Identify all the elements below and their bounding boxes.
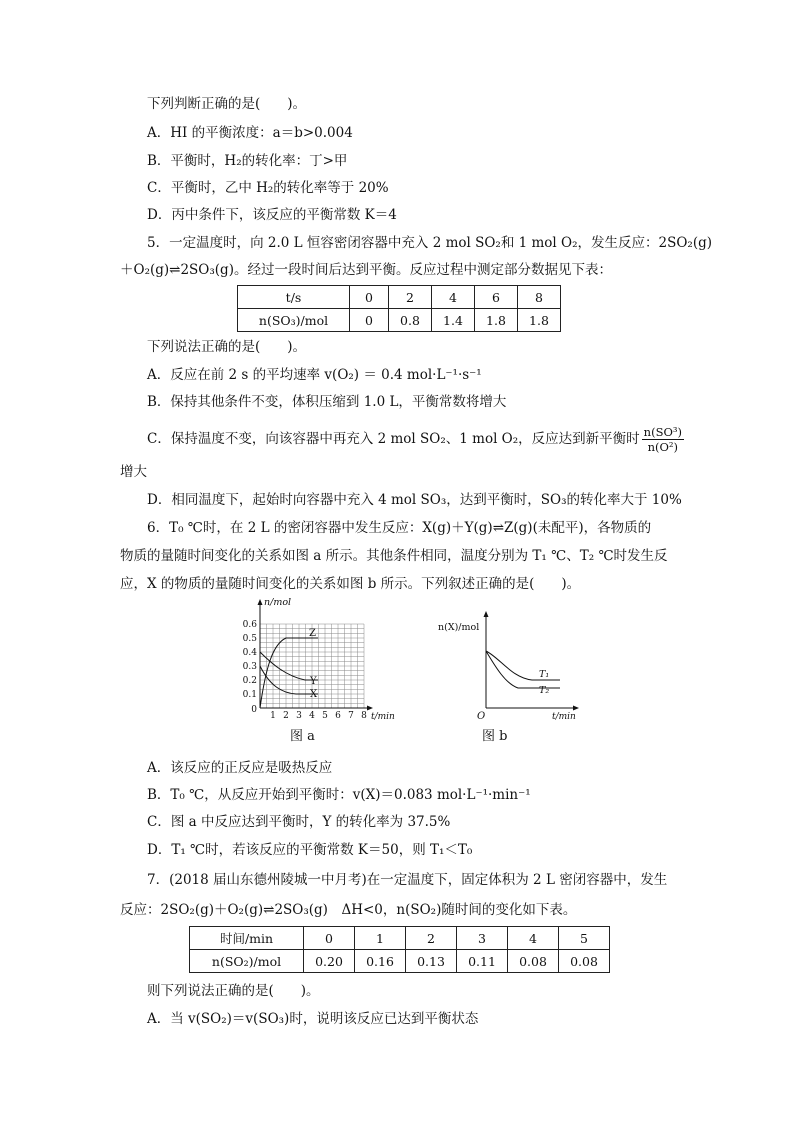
table-cell: n(SO₃)/mol bbox=[238, 309, 350, 332]
x-tick-label: 4 bbox=[309, 711, 315, 721]
table-row bbox=[190, 950, 610, 973]
table-cell: n(SO₂)/mol bbox=[190, 950, 304, 973]
q6-option-d: D．T₁ ℃时，若该反应的平衡常数 K＝50，则 T₁＜T₀ bbox=[147, 842, 473, 858]
table-cell: 2 bbox=[406, 927, 457, 950]
table-cell: 0 bbox=[350, 309, 389, 332]
x-tick-label: 7 bbox=[348, 711, 354, 721]
q5-option-b: B．保持其他条件不变，体积压缩到 1.0 L，平衡常数将增大 bbox=[147, 394, 507, 410]
x-tick-label: 2 bbox=[283, 711, 289, 721]
q7-option-a: A．当 v(SO₂)＝v(SO₃)时，说明该反应已达到平衡状态 bbox=[147, 1011, 479, 1027]
table-cell: 0.13 bbox=[406, 950, 457, 973]
q4-option-d: D．丙中条件下，该反应的平衡常数 K＝4 bbox=[147, 207, 397, 223]
x-tick-label: 3 bbox=[296, 711, 302, 721]
q5-data-table bbox=[237, 285, 561, 332]
curve-z-label: Z bbox=[309, 628, 316, 639]
q6-option-b: B．T₀ ℃，从反应开始到平衡时：v(X)＝0.083 mol·L⁻¹·min⁻¹ bbox=[147, 787, 531, 803]
x-tick-label: 6 bbox=[335, 711, 341, 721]
y-tick-label: 0.2 bbox=[242, 676, 257, 686]
table-cell: 8 bbox=[518, 286, 561, 309]
table-cell: 1 bbox=[355, 927, 406, 950]
table-cell: 0.08 bbox=[559, 950, 610, 973]
y-tick-label: 0.1 bbox=[242, 690, 257, 700]
table-cell: 1.8 bbox=[518, 309, 561, 332]
figure-b-origin: O bbox=[477, 711, 486, 722]
figure-a-x-ticks bbox=[270, 711, 367, 721]
table-row bbox=[238, 309, 561, 332]
y-tick-label: 0 bbox=[251, 705, 257, 715]
x-arrow-icon bbox=[367, 706, 373, 711]
q5-stem-line2: ＋O₂(g)⇌2SO₃(g)。经过一段时间后达到平衡。反应过程中测定部分数据见下表： bbox=[120, 262, 612, 278]
figure-b-x-label: t/min bbox=[552, 712, 576, 722]
q5-option-a: A．反应在前 2 s 的平均速率 v(O₂) ＝ 0.4 mol·L⁻¹·s⁻¹ bbox=[147, 367, 482, 383]
q6-option-c: C．图 a 中反应达到平衡时，Y 的转化率为 37.5% bbox=[147, 814, 451, 830]
figure-b-y-label: n(X)/mol bbox=[438, 622, 480, 633]
y-tick-label: 0.5 bbox=[242, 634, 257, 644]
y-tick-label: 0.4 bbox=[242, 648, 257, 658]
figure-a-x-label: t/min bbox=[371, 712, 395, 722]
q4-option-a: A．HI 的平衡浓度：a＝b>0.004 bbox=[147, 125, 353, 141]
q5-option-c bbox=[147, 425, 684, 454]
q7-stem-line1: 7．(2018 届山东德州陵城一中月考)在一定温度下，固定体积为 2 L 密闭容器中，发生 bbox=[147, 872, 668, 888]
curve-y-label: Y bbox=[310, 676, 317, 687]
q6-stem-line2: 物质的量随时间变化的关系如图 a 所示。其他条件相同，温度分别为 T₁ ℃、T₂ ℃时发生反 bbox=[120, 548, 668, 564]
table-cell: 0 bbox=[304, 927, 355, 950]
figure-a-y-ticks bbox=[243, 620, 258, 715]
figure-a-chart bbox=[236, 596, 396, 724]
table-cell: 0.8 bbox=[389, 309, 432, 332]
q7-stem-line2: 反应：2SO₂(g)＋O₂(g)⇌2SO₃(g) ΔH<0，n(SO₂)随时间的变化如下表。 bbox=[120, 902, 577, 918]
table-cell: 0.08 bbox=[508, 950, 559, 973]
table-cell: t/s bbox=[238, 286, 350, 309]
figure-b-chart bbox=[438, 596, 588, 724]
table-cell: 5 bbox=[559, 927, 610, 950]
figure-b-caption: 图 b bbox=[482, 729, 508, 744]
table-cell: 时间/min bbox=[190, 927, 304, 950]
curve-x-label: X bbox=[310, 689, 318, 700]
table-cell: 0.20 bbox=[304, 950, 355, 973]
q4-prompt: 下列判断正确的是( )。 bbox=[147, 96, 307, 112]
q5-prompt: 下列说法正确的是( )。 bbox=[147, 339, 307, 355]
q5-option-c-text: C．保持温度不变，向该容器中再充入 2 mol SO₂、1 mol O₂，反应达到新平衡时 bbox=[147, 431, 640, 447]
q5-option-d: D．相同温度下，起始时向容器中充入 4 mol SO₃，达到平衡时，SO₃的转化率大于 10% bbox=[147, 492, 682, 508]
y-tick-label: 0.3 bbox=[242, 662, 257, 672]
fraction-numerator: n(SO³) bbox=[643, 425, 682, 439]
q4-option-c: C．平衡时，乙中 H₂的转化率等于 20% bbox=[147, 180, 389, 196]
y-arrow-icon bbox=[258, 599, 263, 605]
table-cell: 0 bbox=[350, 286, 389, 309]
x-tick-label: 5 bbox=[322, 711, 328, 721]
table-cell: 3 bbox=[457, 927, 508, 950]
ratio-fraction bbox=[642, 425, 684, 454]
curve-t1-label: T₁ bbox=[539, 669, 550, 680]
table-row bbox=[238, 286, 561, 309]
table-cell: 4 bbox=[432, 286, 475, 309]
figure-a-y-label: n/mol bbox=[264, 597, 292, 608]
q4-option-b: B．平衡时，H₂的转化率：丁>甲 bbox=[147, 153, 348, 169]
table-cell: 1.4 bbox=[432, 309, 475, 332]
x-arrow-icon bbox=[573, 706, 579, 711]
curve-t2-label: T₂ bbox=[539, 685, 550, 696]
x-tick-label: 1 bbox=[270, 711, 276, 721]
table-row bbox=[190, 927, 610, 950]
q6-option-a: A．该反应的正反应是吸热反应 bbox=[147, 760, 333, 776]
y-tick-label: 0.6 bbox=[242, 620, 257, 630]
table-cell: 4 bbox=[508, 927, 559, 950]
table-cell: 6 bbox=[475, 286, 518, 309]
y-arrow-icon bbox=[484, 611, 489, 617]
fraction-denominator: n(O²) bbox=[647, 440, 679, 454]
q5-option-c-tail: 增大 bbox=[120, 464, 147, 480]
q7-prompt: 则下列说法正确的是( )。 bbox=[147, 983, 320, 999]
table-cell: 0.11 bbox=[457, 950, 508, 973]
q7-data-table bbox=[189, 926, 610, 973]
table-cell: 2 bbox=[389, 286, 432, 309]
table-cell: 0.16 bbox=[355, 950, 406, 973]
table-cell: 1.8 bbox=[475, 309, 518, 332]
q5-stem-line1: 5．一定温度时，向 2.0 L 恒容密闭容器中充入 2 mol SO₂和 1 mol O₂，发生反应：2SO₂(g) bbox=[147, 235, 713, 251]
q6-stem-line3: 应，X 的物质的量随时间变化的关系如图 b 所示。下列叙述正确的是( )。 bbox=[120, 576, 581, 592]
q6-stem-line1: 6．T₀ ℃时，在 2 L 的密闭容器中发生反应：X(g)＋Y(g)⇌Z(g)(未配平)，各物质的 bbox=[147, 520, 652, 536]
x-tick-label: 8 bbox=[361, 711, 367, 721]
figure-a-caption: 图 a bbox=[290, 729, 315, 744]
